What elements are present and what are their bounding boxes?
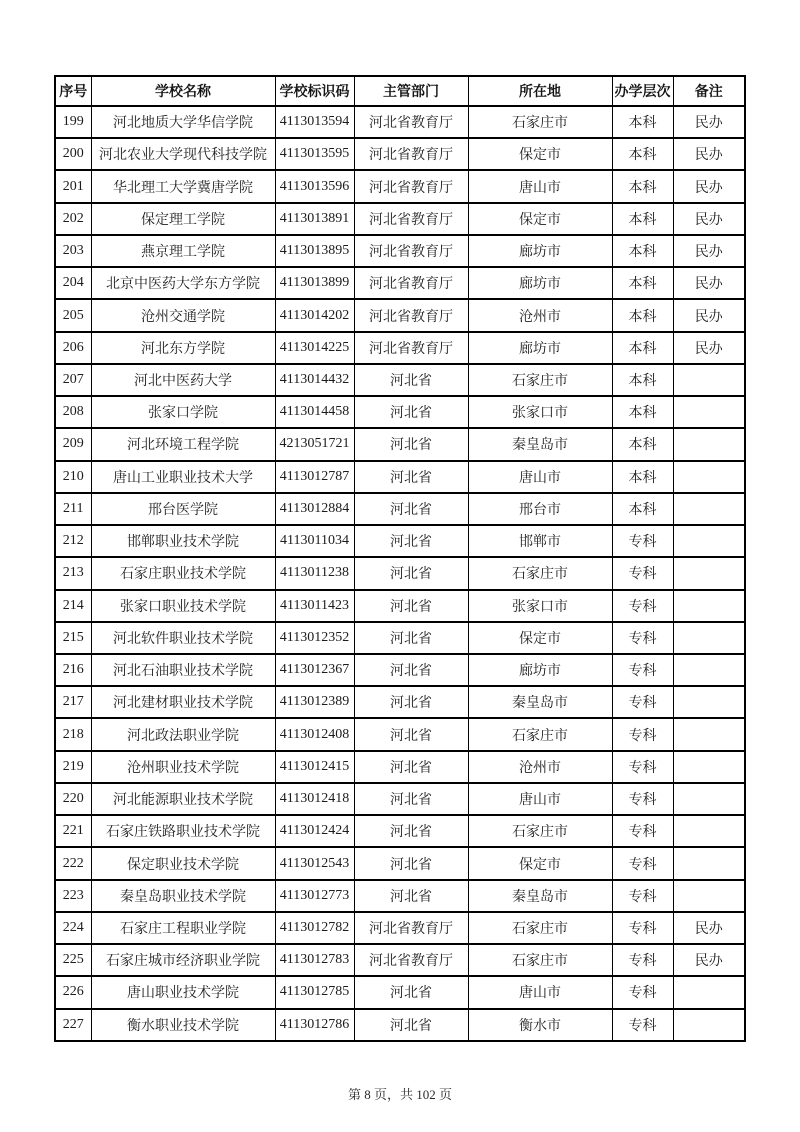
table-cell: 河北省: [354, 686, 468, 718]
table-cell: 河北省: [354, 428, 468, 460]
table-cell: 北京中医药大学东方学院: [91, 267, 275, 299]
table-cell: 民办: [673, 235, 745, 267]
table-cell: 216: [55, 654, 91, 686]
table-cell: 4113012352: [275, 622, 354, 654]
table-cell: 河北石油职业技术学院: [91, 654, 275, 686]
table-cell: 4113013596: [275, 170, 354, 202]
table-cell: 专科: [612, 976, 673, 1008]
table-cell: 专科: [612, 590, 673, 622]
table-cell: 保定市: [468, 847, 612, 879]
table-cell: 专科: [612, 654, 673, 686]
table-row: [55, 267, 745, 299]
table-cell: 4113012415: [275, 751, 354, 783]
table-cell: [673, 783, 745, 815]
table-cell: 河北省教育厅: [354, 267, 468, 299]
table-row: [55, 203, 745, 235]
table-cell: 秦皇岛职业技术学院: [91, 880, 275, 912]
table-cell: 专科: [612, 847, 673, 879]
table-cell: 4113013594: [275, 106, 354, 138]
table-cell: 石家庄职业技术学院: [91, 557, 275, 589]
table-cell: 邢台市: [468, 493, 612, 525]
table-cell: 唐山市: [468, 976, 612, 1008]
table-cell: 4113012408: [275, 718, 354, 750]
table-row: [55, 106, 745, 138]
table-cell: [673, 622, 745, 654]
table-cell: 民办: [673, 203, 745, 235]
table-cell: 202: [55, 203, 91, 235]
table-cell: [673, 686, 745, 718]
table-row: [55, 461, 745, 493]
table-cell: 201: [55, 170, 91, 202]
table-cell: 河北省: [354, 1009, 468, 1041]
table-cell: 200: [55, 138, 91, 170]
table-cell: 4113012783: [275, 944, 354, 976]
table-cell: 沧州市: [468, 299, 612, 331]
table-cell: 河北省: [354, 461, 468, 493]
table-cell: 专科: [612, 815, 673, 847]
table-cell: 保定职业技术学院: [91, 847, 275, 879]
table-cell: 秦皇岛市: [468, 686, 612, 718]
table-body: [55, 106, 745, 1041]
table-row: [55, 847, 745, 879]
table-cell: 民办: [673, 332, 745, 364]
column-header: 主管部门: [354, 76, 468, 106]
column-header: 学校名称: [91, 76, 275, 106]
table-cell: 4113013891: [275, 203, 354, 235]
table-cell: 邯郸职业技术学院: [91, 525, 275, 557]
table-cell: 华北理工大学冀唐学院: [91, 170, 275, 202]
table-cell: 廊坊市: [468, 267, 612, 299]
table-cell: 秦皇岛市: [468, 880, 612, 912]
table-cell: 4113011034: [275, 525, 354, 557]
table-cell: 4113014432: [275, 364, 354, 396]
table-cell: 专科: [612, 944, 673, 976]
table-cell: 218: [55, 718, 91, 750]
table-cell: 4113012782: [275, 912, 354, 944]
table-cell: 209: [55, 428, 91, 460]
table-cell: 204: [55, 267, 91, 299]
table-cell: 河北省教育厅: [354, 170, 468, 202]
table-cell: 河北省教育厅: [354, 332, 468, 364]
table-cell: 河北省: [354, 557, 468, 589]
table-cell: 214: [55, 590, 91, 622]
table-row: [55, 396, 745, 428]
table-cell: 本科: [612, 461, 673, 493]
page-number-footer: 第 8 页，共 102 页: [347, 1087, 452, 1102]
table-cell: 4113011238: [275, 557, 354, 589]
table-cell: 衡水市: [468, 1009, 612, 1041]
table-cell: 民办: [673, 912, 745, 944]
table-cell: [673, 428, 745, 460]
table-cell: 河北省: [354, 493, 468, 525]
table-cell: [673, 461, 745, 493]
table-cell: 河北省教育厅: [354, 944, 468, 976]
table-cell: 本科: [612, 493, 673, 525]
table-cell: 河北农业大学现代科技学院: [91, 138, 275, 170]
table-cell: 4113012884: [275, 493, 354, 525]
table-cell: 河北省教育厅: [354, 235, 468, 267]
table-cell: 213: [55, 557, 91, 589]
table-cell: 4113013899: [275, 267, 354, 299]
table-cell: 4113012418: [275, 783, 354, 815]
table-cell: [673, 590, 745, 622]
table-cell: [673, 880, 745, 912]
table-cell: 石家庄工程职业学院: [91, 912, 275, 944]
table-cell: 4113014202: [275, 299, 354, 331]
table-cell: 河北省: [354, 815, 468, 847]
table-cell: 沧州交通学院: [91, 299, 275, 331]
table-cell: [673, 557, 745, 589]
table-cell: 专科: [612, 880, 673, 912]
table-cell: 本科: [612, 138, 673, 170]
table-row: [55, 493, 745, 525]
table-cell: 4113012543: [275, 847, 354, 879]
table-cell: 石家庄城市经济职业学院: [91, 944, 275, 976]
table-row: [55, 880, 745, 912]
table-cell: 河北省教育厅: [354, 106, 468, 138]
table-cell: [673, 493, 745, 525]
table-cell: 河北省教育厅: [354, 299, 468, 331]
table-cell: 河北省: [354, 783, 468, 815]
table-cell: 石家庄铁路职业技术学院: [91, 815, 275, 847]
table-cell: 石家庄市: [468, 557, 612, 589]
table-cell: 河北省教育厅: [354, 138, 468, 170]
table-cell: 河北建材职业技术学院: [91, 686, 275, 718]
table-cell: 河北省: [354, 654, 468, 686]
table-cell: 保定市: [468, 622, 612, 654]
table-cell: 215: [55, 622, 91, 654]
table-cell: 4113012389: [275, 686, 354, 718]
table-cell: 河北政法职业学院: [91, 718, 275, 750]
table-cell: 石家庄市: [468, 718, 612, 750]
table-cell: 河北省: [354, 847, 468, 879]
table-cell: 唐山市: [468, 461, 612, 493]
table-cell: 河北东方学院: [91, 332, 275, 364]
table-cell: 4113012773: [275, 880, 354, 912]
table-cell: 民办: [673, 299, 745, 331]
column-header: 办学层次: [612, 76, 673, 106]
table-cell: 河北省: [354, 396, 468, 428]
table-cell: 本科: [612, 170, 673, 202]
table-cell: 专科: [612, 783, 673, 815]
table-cell: 唐山市: [468, 783, 612, 815]
table-cell: 河北省: [354, 364, 468, 396]
table-row: [55, 686, 745, 718]
table-row: [55, 364, 745, 396]
table-cell: 民办: [673, 138, 745, 170]
column-header: 序号: [55, 76, 91, 106]
table-cell: 保定市: [468, 138, 612, 170]
table-cell: 民办: [673, 944, 745, 976]
table-cell: 本科: [612, 203, 673, 235]
table-cell: 河北中医药大学: [91, 364, 275, 396]
table-cell: 河北省: [354, 976, 468, 1008]
table-row: [55, 525, 745, 557]
table-cell: 河北省: [354, 525, 468, 557]
table-cell: 专科: [612, 751, 673, 783]
table-cell: 河北省: [354, 880, 468, 912]
table-cell: 本科: [612, 267, 673, 299]
table-cell: 张家口学院: [91, 396, 275, 428]
table-cell: [673, 654, 745, 686]
table-cell: 专科: [612, 686, 673, 718]
table-cell: 199: [55, 106, 91, 138]
table-cell: 222: [55, 847, 91, 879]
table-cell: 220: [55, 783, 91, 815]
table-row: [55, 976, 745, 1008]
table-cell: 保定理工学院: [91, 203, 275, 235]
table-cell: 4113012786: [275, 1009, 354, 1041]
table-cell: 石家庄市: [468, 106, 612, 138]
table-cell: 226: [55, 976, 91, 1008]
table-cell: 民办: [673, 267, 745, 299]
table-row: [55, 428, 745, 460]
table-cell: [673, 1009, 745, 1041]
table-cell: [673, 847, 745, 879]
table-cell: 4113013895: [275, 235, 354, 267]
table-row: [55, 590, 745, 622]
table-row: [55, 751, 745, 783]
table-row: [55, 235, 745, 267]
table-cell: 唐山职业技术学院: [91, 976, 275, 1008]
table-cell: 河北省: [354, 718, 468, 750]
table-cell: 河北软件职业技术学院: [91, 622, 275, 654]
table-cell: 沧州市: [468, 751, 612, 783]
table-cell: 4113014458: [275, 396, 354, 428]
table-cell: 河北省教育厅: [354, 203, 468, 235]
column-header: 备注: [673, 76, 745, 106]
table-cell: 本科: [612, 332, 673, 364]
table-row: [55, 332, 745, 364]
table-cell: 4113012787: [275, 461, 354, 493]
table-cell: 203: [55, 235, 91, 267]
table-cell: 民办: [673, 106, 745, 138]
table-cell: [673, 396, 745, 428]
table-cell: 邯郸市: [468, 525, 612, 557]
table-cell: 石家庄市: [468, 364, 612, 396]
table-cell: 本科: [612, 428, 673, 460]
table-cell: 207: [55, 364, 91, 396]
table-cell: 专科: [612, 525, 673, 557]
table-cell: 廊坊市: [468, 332, 612, 364]
table-cell: 4113012424: [275, 815, 354, 847]
table-row: [55, 815, 745, 847]
table-cell: 专科: [612, 557, 673, 589]
table-cell: 唐山市: [468, 170, 612, 202]
column-header: 学校标识码: [275, 76, 354, 106]
table-cell: [673, 976, 745, 1008]
table-cell: 石家庄市: [468, 912, 612, 944]
table-header-row: [55, 76, 745, 106]
table-cell: 221: [55, 815, 91, 847]
table-cell: 本科: [612, 106, 673, 138]
table-cell: 张家口职业技术学院: [91, 590, 275, 622]
table-cell: 民办: [673, 170, 745, 202]
table-cell: 保定市: [468, 203, 612, 235]
table-cell: 4113014225: [275, 332, 354, 364]
table-cell: 张家口市: [468, 590, 612, 622]
table-cell: 河北省教育厅: [354, 912, 468, 944]
table-row: [55, 718, 745, 750]
table-row: [55, 912, 745, 944]
table-cell: 唐山工业职业技术大学: [91, 461, 275, 493]
table-cell: 邢台医学院: [91, 493, 275, 525]
table-cell: 223: [55, 880, 91, 912]
table-cell: 224: [55, 912, 91, 944]
table-cell: 225: [55, 944, 91, 976]
school-list-table: [54, 75, 746, 1042]
table-row: [55, 622, 745, 654]
table-cell: 石家庄市: [468, 944, 612, 976]
table-cell: 廊坊市: [468, 235, 612, 267]
table-cell: 专科: [612, 1009, 673, 1041]
table-row: [55, 299, 745, 331]
table-row: [55, 944, 745, 976]
table-cell: 212: [55, 525, 91, 557]
table-cell: 227: [55, 1009, 91, 1041]
table-cell: 本科: [612, 396, 673, 428]
table-cell: 本科: [612, 235, 673, 267]
table-cell: [673, 751, 745, 783]
table-cell: 廊坊市: [468, 654, 612, 686]
table-cell: [673, 815, 745, 847]
table-row: [55, 138, 745, 170]
table-cell: 4213051721: [275, 428, 354, 460]
table-row: [55, 170, 745, 202]
table-cell: [673, 364, 745, 396]
table-cell: 专科: [612, 622, 673, 654]
table-cell: 沧州职业技术学院: [91, 751, 275, 783]
table-cell: 秦皇岛市: [468, 428, 612, 460]
table-cell: 河北环境工程学院: [91, 428, 275, 460]
table-cell: 河北省: [354, 622, 468, 654]
table-cell: 4113011423: [275, 590, 354, 622]
table-cell: 专科: [612, 718, 673, 750]
table-cell: 石家庄市: [468, 815, 612, 847]
table-cell: 河北省: [354, 751, 468, 783]
table-cell: 本科: [612, 364, 673, 396]
table-cell: 河北省: [354, 590, 468, 622]
table-cell: 张家口市: [468, 396, 612, 428]
table-cell: 本科: [612, 299, 673, 331]
table-cell: 217: [55, 686, 91, 718]
table-cell: 河北地质大学华信学院: [91, 106, 275, 138]
table-row: [55, 557, 745, 589]
table-row: [55, 783, 745, 815]
table-cell: 专科: [612, 912, 673, 944]
table-row: [55, 654, 745, 686]
table-cell: [673, 718, 745, 750]
table-cell: 219: [55, 751, 91, 783]
column-header: 所在地: [468, 76, 612, 106]
table-cell: 205: [55, 299, 91, 331]
table-cell: 211: [55, 493, 91, 525]
table-cell: 4113013595: [275, 138, 354, 170]
table-cell: 河北能源职业技术学院: [91, 783, 275, 815]
table-cell: 燕京理工学院: [91, 235, 275, 267]
table-cell: 210: [55, 461, 91, 493]
table-row: [55, 1009, 745, 1041]
table-cell: 4113012367: [275, 654, 354, 686]
table-cell: 208: [55, 396, 91, 428]
table-cell: 衡水职业技术学院: [91, 1009, 275, 1041]
table-cell: 4113012785: [275, 976, 354, 1008]
table-cell: [673, 525, 745, 557]
table-cell: 206: [55, 332, 91, 364]
